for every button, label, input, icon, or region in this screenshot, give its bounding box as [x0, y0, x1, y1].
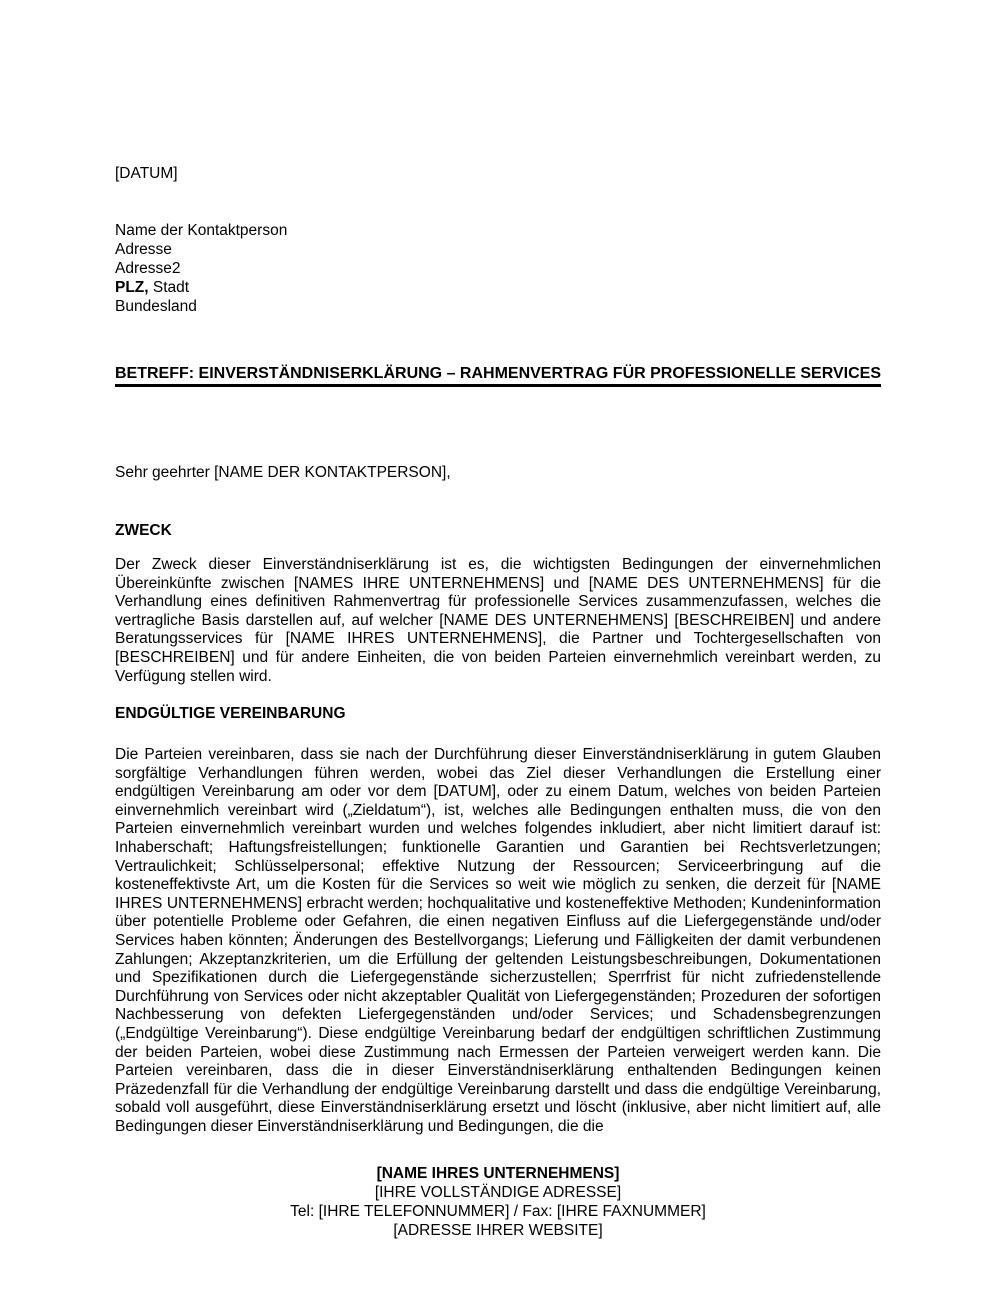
recipient-city: Stadt [148, 279, 190, 296]
date-placeholder: [DATUM] [115, 165, 178, 182]
greeting-line: Sehr geehrter [NAME DER KONTAKTPERSON], [115, 464, 451, 481]
recipient-address-line1: Adresse [115, 241, 172, 258]
subject-line: BETREFF: EINVERSTÄNDNISERKLÄRUNG – RAHMENVERTRAG FÜR PROFESSIONELLE SERVICES [115, 363, 881, 387]
footer-website: [ADRESSE IHRER WEBSITE] [393, 1222, 603, 1239]
footer-company-name: [NAME IHRES UNTERNEHMENS] [376, 1165, 620, 1182]
section-heading-endgueltige-vereinbarung: ENDGÜLTIGE VEREINBARUNG [115, 705, 346, 722]
recipient-name: Name der Kontaktperson [115, 222, 288, 239]
footer-company-address: [IHRE VOLLSTÄNDIGE ADRESSE] [374, 1184, 622, 1201]
section-body-endgueltige-vereinbarung: Die Parteien vereinbaren, dass sie nach der Durchführung dieser Einverständniserklärung in gutem Glauben sorgfältige Verhandlungen führen werden, wobei das Ziel dieser Verhandlungen die Erstellung einer endgültigen Vereinbarung am oder vor dem [DATUM], oder zu einem Datum, welches von beiden Parteien einvernehmlich vereinbart wird („Zieldatum“), ist, welches alle Bedingungen enthalten muss, die von den Parteien einvernehmlich vereinbart wurden und welches folgendes inkludiert, aber nicht limitiert darauf ist: Inhaberschaft; Haftungsfreistellungen; funktionelle Garantien und Garantien bei Rechtsverletzungen; Vertraulichkeit; Schlüsselpersonal; effektive Nutzung der Ressourcen; Serviceerbringung auf die kosteneffektivste Art, um die Kosten für die Services so weit wie möglich zu senken, die derzeit für [NAME IHRES UNTERNEHMENS] erbracht werden; hochqualitative und kosteneffektive Methoden; Kundeninformation über potentielle Probleme oder Gefahren, die einen negativen Einfluss auf die Liefergegenstände und/oder Services haben könnten; Änderungen des Bestellvorgangs; Lieferung und Fälligkeiten der damit verbundenen Zahlungen; Akzeptanzkriterien, um die Erfüllung der geltenden Leistungsbeschreibungen, Dokumentationen und Spezifikationen durch die Liefergegenstände sicherzustellen; Sperrfrist für nicht zufriedenstellende Durchführung von Services oder nicht akzeptabler Qualität von Liefergegenständen; Prozeduren der sofortigen Nachbesserung von defekten Liefergegenständen und/oder Services; und Schadensbegrenzungen („Endgültige Vereinbarung“). Diese endgültige Vereinbarung bedarf der endgültigen schriftlichen Zustimmung der beiden Parteien, wobei diese Zustimmung nach Ermessen der Parteien verweigert werden kann. Die Parteien vereinbaren, dass die in dieser Einverständniserklärung enthaltenden Bedingungen keinen Präzedenzfall für die Verhandlung der endgültige Vereinbarung darstellt und dass die endgültige Vereinbarung, sobald voll ausgeführt, diese Einverständniserklärung ersetzt und löscht (inklusive, aber nicht limitiert auf, alle Bedingungen dieser Einverständniserklärung und Bedingungen, die die [115, 746, 881, 1135]
section-body-zweck: Der Zweck dieser Einverständniserklärung ist es, die wichtigsten Bedingungen der einvernehmlichen Übereinkünfte zwischen [NAMES IHRE UNTERNEHMENS] und [NAME DES UNTERNEHMENS] für die Verhandlung eines definitiven Rahmenvertrag für professionelle Services zusammenzufassen, welches die vertragliche Basis darstellen auf, auf welcher [NAME DES UNTERNEHMENS] [BESCHREIBEN] und andere Beratungsservices für [NAME IHRES UNTERNEHMENS], die Partner und Tochtergesellschaften von [BESCHREIBEN] und für andere Einheiten, die von beiden Parteien einvernehmlich vereinbart werden, zu Verfügung stellen wird. [115, 556, 881, 685]
footer-phone-fax: Tel: [IHRE TELEFONNUMMER] / Fax: [IHRE FAXNUMMER] [290, 1203, 706, 1220]
recipient-postal-city-line [115, 278, 881, 297]
section-heading-zweck: ZWECK [115, 522, 172, 539]
recipient-state: Bundesland [115, 298, 197, 315]
recipient-postal-code: PLZ, [115, 279, 149, 296]
recipient-address-line2: Adresse2 [115, 260, 181, 277]
recipient-block [115, 221, 881, 316]
footer-block [115, 1164, 881, 1240]
